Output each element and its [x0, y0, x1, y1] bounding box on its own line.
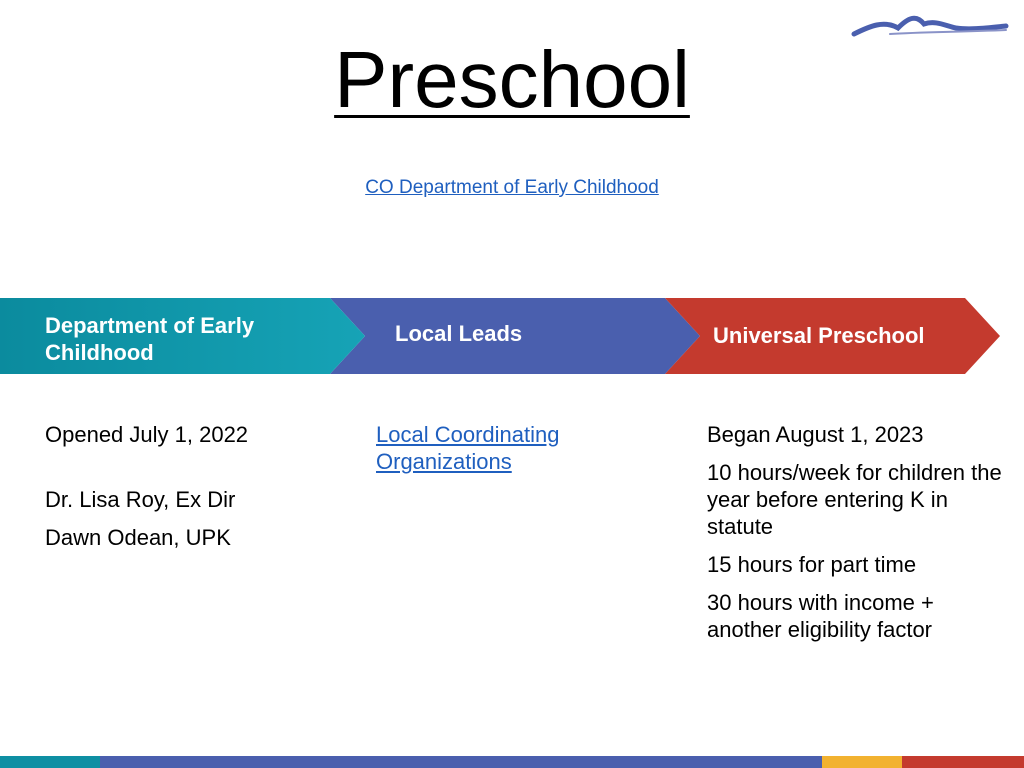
chevron-label-local-leads: Local Leads: [395, 321, 523, 346]
slide-title: [0, 34, 1024, 126]
department-link[interactable]: CO Department of Early Childhood: [365, 177, 659, 198]
chevron-label-department: Department of Early Childhood: [45, 313, 255, 365]
upk-item-15-hours: 15 hours for part time: [707, 552, 917, 577]
director-name: Dr. Lisa Roy, Ex Dir: [45, 487, 236, 512]
bar-segment-teal: [0, 756, 100, 768]
chevron-label-universal-preschool: Universal Preschool: [713, 323, 925, 348]
upk-item-10-hours: 10 hours/week for children the year before entering K in statute: [707, 460, 1002, 539]
bar-segment-blue: [100, 756, 822, 768]
bar-segment-gold: [822, 756, 902, 768]
upk-item-30-hours: 30 hours with income + another eligibility factor: [707, 590, 934, 642]
upk-item-start: Began August 1, 2023: [707, 422, 924, 447]
local-coordinating-organizations-link[interactable]: Local Coordinating Organizations: [376, 422, 560, 474]
bottom-color-bar: [0, 756, 1024, 768]
local-leads-column: [376, 421, 666, 475]
upk-lead-name: Dawn Odean, UPK: [45, 525, 231, 550]
bar-segment-red: [902, 756, 1024, 768]
slide-title-text: Preschool: [334, 35, 690, 124]
opened-date: Opened July 1, 2022: [45, 422, 249, 447]
department-column: [45, 421, 335, 551]
universal-preschool-column: [707, 421, 1007, 643]
